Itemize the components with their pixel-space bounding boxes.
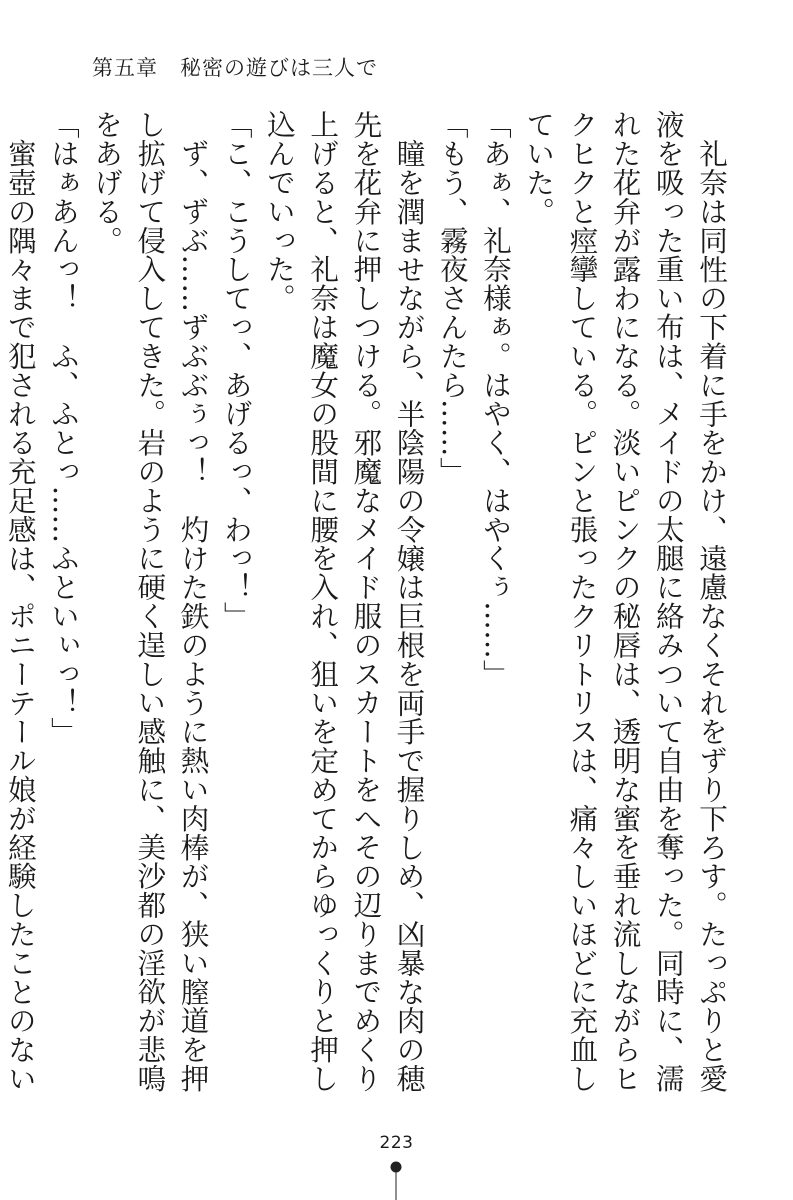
body-text xyxy=(3,110,733,1110)
paragraph: ず、ずぶ……ずぶぶぅっ！ 灼けた鉄のように熱い肉棒が、狭い膣道を押し拡げて侵入してきた。岩のように硬く逞しい感触に、美沙都の淫欲が悲鳴をあげる。 xyxy=(90,110,211,1093)
paragraph: 蜜壺の隅々まで犯される充足感は、ポニーテール娘が経験したことのない xyxy=(3,138,38,1093)
chapter-title: 第五章 秘密の遊びは三人で xyxy=(92,56,378,80)
dialogue-line: 「こ、こうしてっ、あげるっ、わっ！」 xyxy=(219,110,254,631)
bookmark-ornament-icon xyxy=(389,1160,403,1200)
paragraph: 礼奈は同性の下着に手をかけ、遠慮なくそれをずり下ろす。たっぷりと愛液を吸った重い布は、メイドの太腿に絡みついて自由を奪った。同時に、濡れた花弁が露わになる。淡いピンクの秘唇は、透明な蜜を垂れ流しながらヒクヒクと痙攣している。ピンと張ったクリトリスは、痛々しいほどに充血していた。 xyxy=(522,110,729,1093)
page-number: 223 xyxy=(379,1133,414,1153)
dialogue-line: 「はぁあんっ！ ふ、ふとっ……ふといぃっ！」 xyxy=(46,110,81,746)
dialogue-line: 「もう、霧夜さんたら……」 xyxy=(435,110,470,486)
paragraph: 瞳を潤ませながら、半陰陽の令嬢は巨根を両手で握りしめ、凶暴な肉の穂先を花弁に押しつける。邪魔なメイド服のスカートをへその辺りまでめくり上げると、礼奈は魔女の股間に腰を入れ、狙いを定めてからゆっくりと押し込んでいった。 xyxy=(262,110,427,1093)
dialogue-line: 「あぁ、礼奈様ぁ。はやく、はやくぅ……」 xyxy=(478,110,513,688)
